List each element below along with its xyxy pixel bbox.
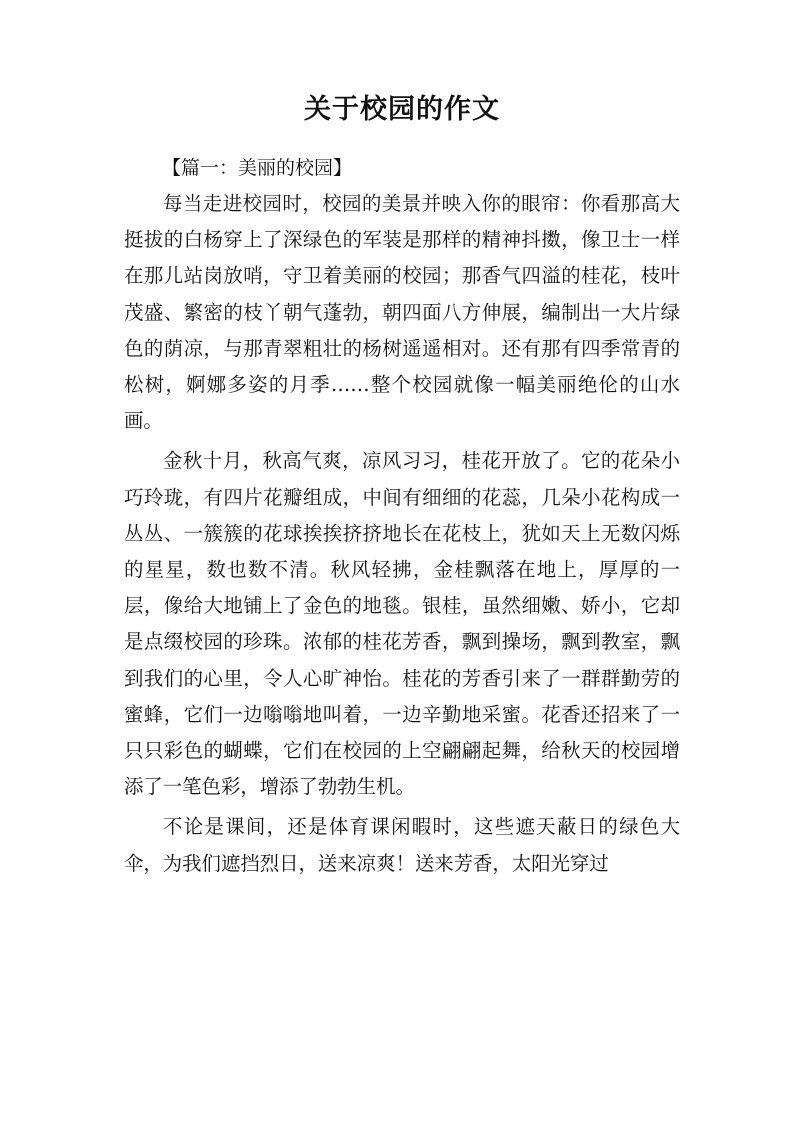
document-title: 关于校园的作文: [304, 94, 500, 125]
paragraph-3: 不论是课间，还是体育课闲暇时，这些遮天蔽日的绿色大伞，为我们遮挡烈日，送来凉爽！送来芳香，太阳光穿过: [124, 815, 680, 875]
paragraph-2: 金秋十月，秋高气爽，凉风习习，桂花开放了。它的花朵小巧玲珑，有四片花瓣组成，中间有细细的花蕊，几朵小花构成一丛丛、一簇簇的花球挨挨挤挤地长在花枝上，犹如天上无数闪烁的星星，数也数不清。秋风轻拂，金桂飘落在地上，厚厚的一层，像给大地铺上了金色的地毯。银桂，虽然细嫩、娇小，它却是点缀校园的珍珠。浓郁的桂花芳香，飘到操场，飘到教室，飘到我们的心里，令人心旷神怡。桂花的芳香引来了一群群勤劳的蜜蜂，它们一边嗡嗡地叫着，一边辛勤地采蜜。花香还招来了一只只彩色的蝴蝶，它们在校园的上空翩翩起舞，给秋天的校园增添了一笔色彩，增添了勃勃生机。: [124, 449, 680, 799]
paragraph-1: 每当走进校园时，校园的美景并映入你的眼帘：你看那高大挺拔的白杨穿上了深绿色的军装是那样的精神抖擞，像卫士一样在那儿站岗放哨，守卫着美丽的校园；那香气四溢的桂花，枝叶茂盛、繁密的枝丫朝气蓬勃，朝四面八方伸展，编制出一大片绿色的荫凉，与那青翠粗壮的杨树遥遥相对。还有那有四季常青的松树，婀娜多姿的月季……整个校园就像一幅美丽绝伦的山水画。: [124, 192, 680, 433]
document-page: [124, 92, 680, 886]
section-heading: 【篇一：美丽的校园】: [162, 157, 353, 179]
